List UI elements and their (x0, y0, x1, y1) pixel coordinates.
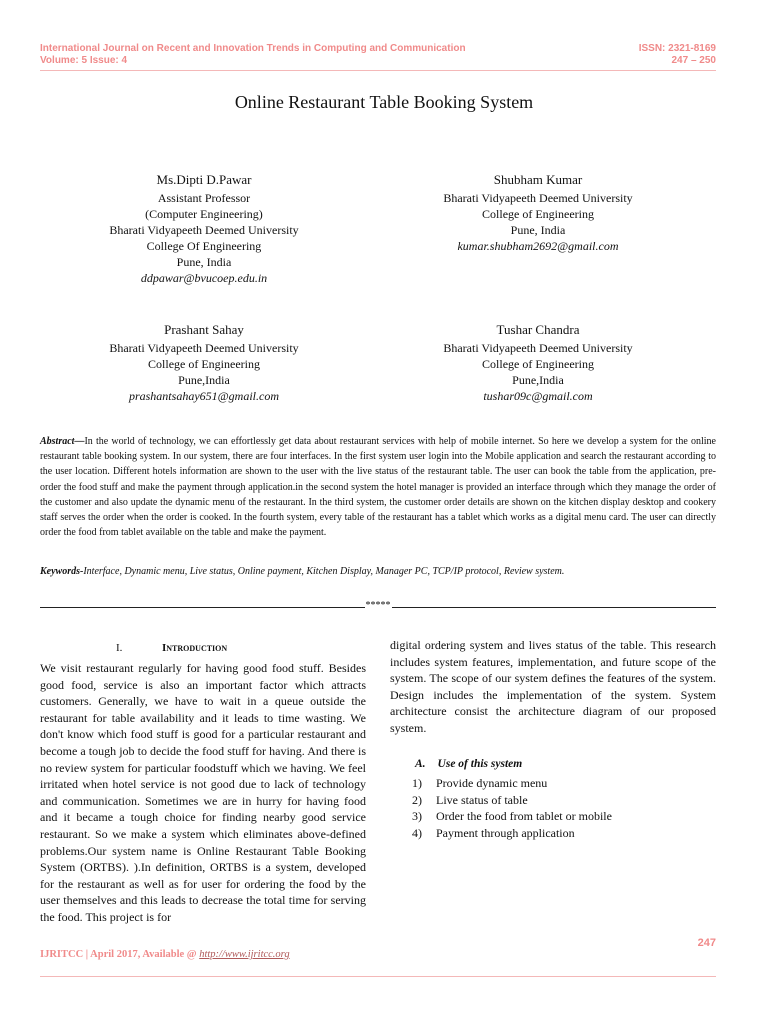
keywords (40, 566, 716, 577)
author-affiliation-line: College Of Engineering (146, 239, 262, 253)
footer (40, 949, 290, 960)
paper-title: Online Restaurant Table Booking System (234, 92, 534, 112)
list-item-text: Provide dynamic menu (436, 776, 548, 790)
keywords-label: Keywords- (40, 566, 84, 577)
author-affiliation-line: Bharati Vidyapeeth Deemed University (109, 223, 299, 237)
author-affiliation-line: Bharati Vidyapeeth Deemed University (443, 191, 633, 205)
author-affiliation-line: Assistant Professor (157, 191, 251, 205)
list-item-number: 1) (412, 776, 422, 790)
journal-issn-block (560, 43, 716, 67)
use-list (412, 775, 612, 841)
keywords-text: Interface, Dynamic menu, Live status, Online payment, Kitchen Display, Manager PC, TCP/IP protocol, Review system. (83, 566, 565, 577)
journal-issn: ISSN: 2321-8169 (638, 43, 716, 54)
list-item (412, 775, 612, 792)
author-block-4 (388, 322, 688, 404)
journal-pages: 247 – 250 (671, 55, 716, 66)
author-affiliation-line: College of Engineering (482, 357, 594, 371)
author-affiliation-line: (Computer Engineering) (145, 207, 263, 221)
footer-text: IJRITCC | April 2017, Available @ (40, 949, 200, 960)
author-name: Ms.Dipti D.Pawar (156, 172, 252, 187)
author-affiliation-line: Bharati Vidyapeeth Deemed University (443, 341, 633, 355)
section-number: I. (116, 642, 123, 654)
list-item (412, 792, 612, 809)
divider-line-left (40, 607, 365, 608)
right-column-body: digital ordering system and lives status of the table. This research includes system features, implementation, and future scope of the system. The scope of our system defines the features of the system. Design includes the implementation of the system. System architecture consist the architecture diagram of our proposed system. (390, 638, 716, 735)
author-email: kumar.shubham2692@gmail.com (457, 239, 619, 253)
list-item-number: 2) (412, 792, 422, 807)
abstract-label: Abstract— (40, 436, 85, 447)
journal-header (40, 43, 600, 67)
author-affiliation-line: Pune,India (178, 373, 230, 387)
list-item-text: Live status of table (436, 792, 528, 807)
author-name: Shubham Kumar (493, 172, 583, 187)
left-column-body: We visit restaurant regularly for having good food stuff. Besides good food, service is also an important factor which attracts customers. Generally, we have to wait in a queue outside the restaurant for table availability and it leads to time wasting. We don't know which food stuff is good for a particular restaurant and become a tough job to decide the food stuff for having. And there is no review system for particular foodstuff which we having. We feel irritated when hotel service is not good due to lack of technology and communication. Sometimes we are in hurry for having food and it became a tough choice for finding nearby good service restaurant. So we make a system which eliminates above-defined problems.Our system name is Online Restaurant Table Booking System (ORTBS). ).In definition, ORTBS is a system, developed for the restaurant as well as for user for ordering the food by the user themselves and this leads to decrease the total time for serving the food. This project is for (40, 661, 366, 924)
divider-line-right (392, 607, 717, 608)
author-affiliation-line: Pune, India (176, 255, 232, 269)
journal-website-link[interactable]: http://www.ijritcc.org (199, 949, 290, 960)
footer-rule (40, 976, 716, 977)
journal-name: International Journal on Recent and Innovation Trends in Computing and Communication (40, 43, 466, 54)
author-affiliation-line: Pune,India (512, 373, 564, 387)
author-name: Prashant Sahay (164, 322, 244, 337)
subsection-title: Use of this system (437, 758, 523, 770)
author-block-3 (54, 322, 354, 404)
author-email: tushar09c@gmail.com (483, 389, 593, 403)
list-item (412, 825, 612, 842)
list-item-text: Order the food from tablet or mobile (436, 809, 612, 824)
author-email: ddpawar@bvucoep.edu.in (140, 271, 268, 285)
section-title: Introduction (162, 642, 228, 654)
author-email: prashantsahay651@gmail.com (128, 389, 280, 403)
header-rule (40, 70, 716, 71)
subsection-letter: A. (415, 758, 426, 770)
abstract-text: In the world of technology, we can effortlessly get data about restaurant services with help of mobile internet. So here we develop a system for the online restaurant table booking system. In our system, there are four interfaces. In the first system user login into the Mobile application and search the restaurant according to the user location. Different hotels information are shown to the user with the live status of the restaurant table. The user can book the table from the application, pre-order the food stuff and make the payment through application.in the second system the hotel manager is provided an interface through which they manage the order of the customer and also update the dynamic menu of the restaurant. In the third system, the customer order details are shown on the kitchen display desktop and cookery staff serves the order when the order is cooked. In the fourth system, every table of the restaurant has a tablet which works as a digital menu card. The user can directly order the food from tablet available on the table and make the payment. (40, 436, 716, 539)
author-affiliation-line: Bharati Vidyapeeth Deemed University (109, 341, 299, 355)
list-item-text: Payment through application (436, 825, 575, 840)
author-block-1 (54, 172, 354, 286)
author-name: Tushar Chandra (496, 322, 580, 337)
list-item-number: 3) (412, 809, 422, 824)
section-divider (40, 600, 716, 611)
list-item (412, 808, 612, 825)
author-affiliation-line: Pune, India (510, 223, 566, 237)
author-affiliation-line: College of Engineering (482, 207, 594, 221)
abstract (40, 434, 716, 540)
author-block-2 (388, 172, 688, 254)
journal-volume: Volume: 5 Issue: 4 (40, 55, 128, 66)
subsection-heading (390, 758, 522, 770)
divider-stars: ***** (365, 600, 391, 611)
page-number: 247 (697, 937, 716, 949)
list-item-number: 4) (412, 825, 422, 840)
author-affiliation-line: College of Engineering (148, 357, 260, 371)
